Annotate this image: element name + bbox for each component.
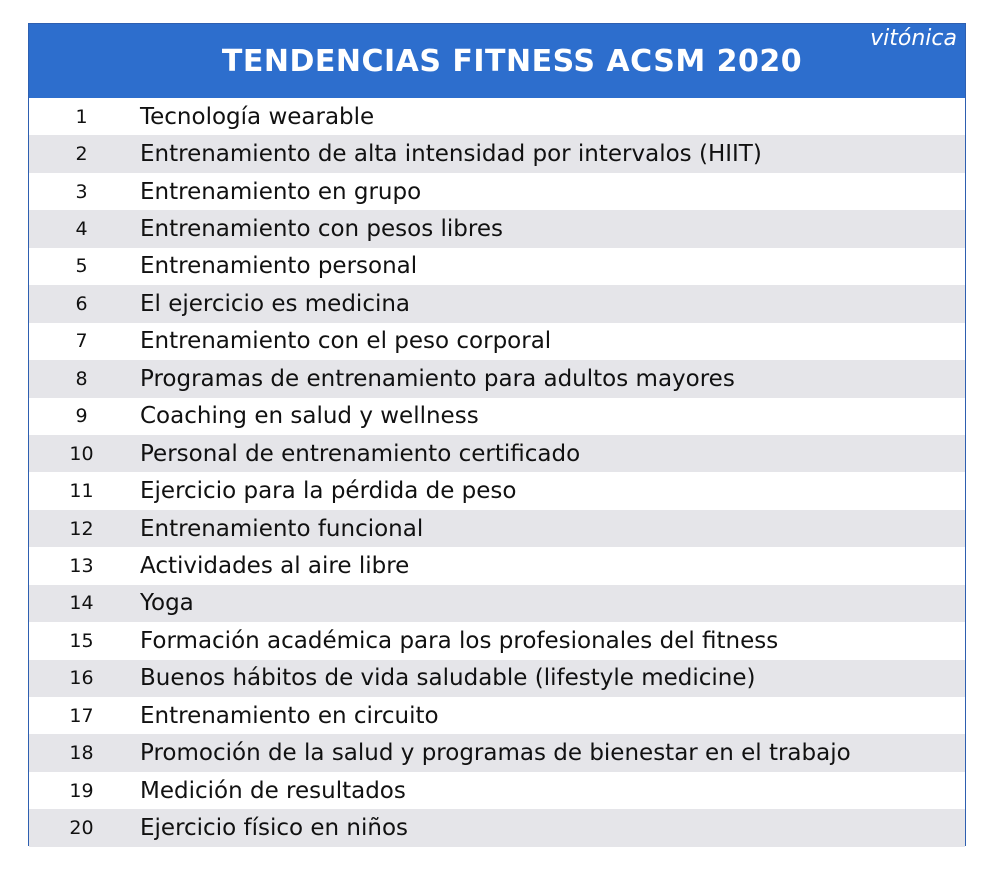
table-row: [29, 622, 965, 659]
trend-label: Entrenamiento en grupo: [140, 178, 422, 205]
rank-number: 12: [69, 517, 94, 540]
table-row: [29, 472, 965, 509]
trend-label: Entrenamiento con pesos libres: [140, 216, 503, 243]
trend-label: Entrenamiento en circuito: [140, 702, 439, 729]
trend-label: Actividades al aire libre: [140, 552, 410, 579]
table-row: [29, 98, 965, 135]
rank-number: 10: [69, 442, 94, 465]
trend-label: Coaching en salud y wellness: [140, 403, 479, 430]
table-row: [29, 360, 965, 397]
trend-label: Promoción de la salud y programas de bienestar en el trabajo: [140, 740, 851, 767]
rank-number: 16: [69, 667, 94, 690]
rank-number: 18: [69, 742, 94, 765]
rank-number: 11: [69, 480, 94, 503]
rank-number: 3: [75, 180, 88, 203]
rank-number: 17: [69, 704, 94, 727]
trend-label: Programas de entrenamiento para adultos mayores: [140, 365, 735, 392]
table-row: [29, 173, 965, 210]
table-row: [29, 285, 965, 322]
brand-logo: vitónica: [870, 26, 957, 51]
rank-number: 6: [75, 292, 88, 315]
trend-label: Buenos hábitos de vida saludable (lifestyle medicine): [140, 665, 756, 692]
table-row: [29, 248, 965, 285]
table-row: [29, 323, 965, 360]
trends-table: [28, 23, 966, 846]
table-row: [29, 772, 965, 809]
table-row: [29, 697, 965, 734]
table-row: [29, 660, 965, 697]
table-row: [29, 135, 965, 172]
table-row: [29, 435, 965, 472]
trend-label: Yoga: [140, 590, 194, 617]
rank-number: 13: [69, 554, 94, 577]
trend-label: Medición de resultados: [140, 777, 406, 804]
table-row: [29, 398, 965, 435]
trend-label: Entrenamiento de alta intensidad por intervalos (HIIT): [140, 141, 762, 168]
trends-list: [29, 98, 965, 847]
trend-label: Tecnología wearable: [140, 103, 375, 130]
table-row: [29, 510, 965, 547]
table-header: [29, 24, 965, 98]
rank-number: 1: [75, 105, 88, 128]
trend-label: Entrenamiento con el peso corporal: [140, 328, 552, 355]
rank-number: 7: [75, 330, 88, 353]
rank-number: 2: [75, 143, 88, 166]
table-row: [29, 734, 965, 771]
trend-label: Entrenamiento personal: [140, 253, 418, 280]
table-row: [29, 585, 965, 622]
trend-label: Ejercicio físico en niños: [140, 815, 409, 842]
table-row: [29, 210, 965, 247]
rank-number: 14: [69, 592, 94, 615]
rank-number: 15: [69, 629, 94, 652]
trend-label: El ejercicio es medicina: [140, 290, 411, 317]
page-title: TENDENCIAS FITNESS ACSM 2020: [221, 44, 803, 79]
trend-label: Formación académica para los profesionales del fitness: [140, 627, 779, 654]
table-row: [29, 809, 965, 846]
rank-number: 20: [69, 817, 94, 840]
trend-label: Entrenamiento funcional: [140, 515, 424, 542]
rank-number: 9: [75, 405, 88, 428]
table-row: [29, 547, 965, 584]
rank-number: 4: [75, 218, 88, 241]
trend-label: Personal de entrenamiento certificado: [140, 440, 581, 467]
trend-label: Ejercicio para la pérdida de peso: [140, 478, 517, 505]
rank-number: 5: [75, 255, 88, 278]
rank-number: 8: [75, 367, 88, 390]
rank-number: 19: [69, 779, 94, 802]
